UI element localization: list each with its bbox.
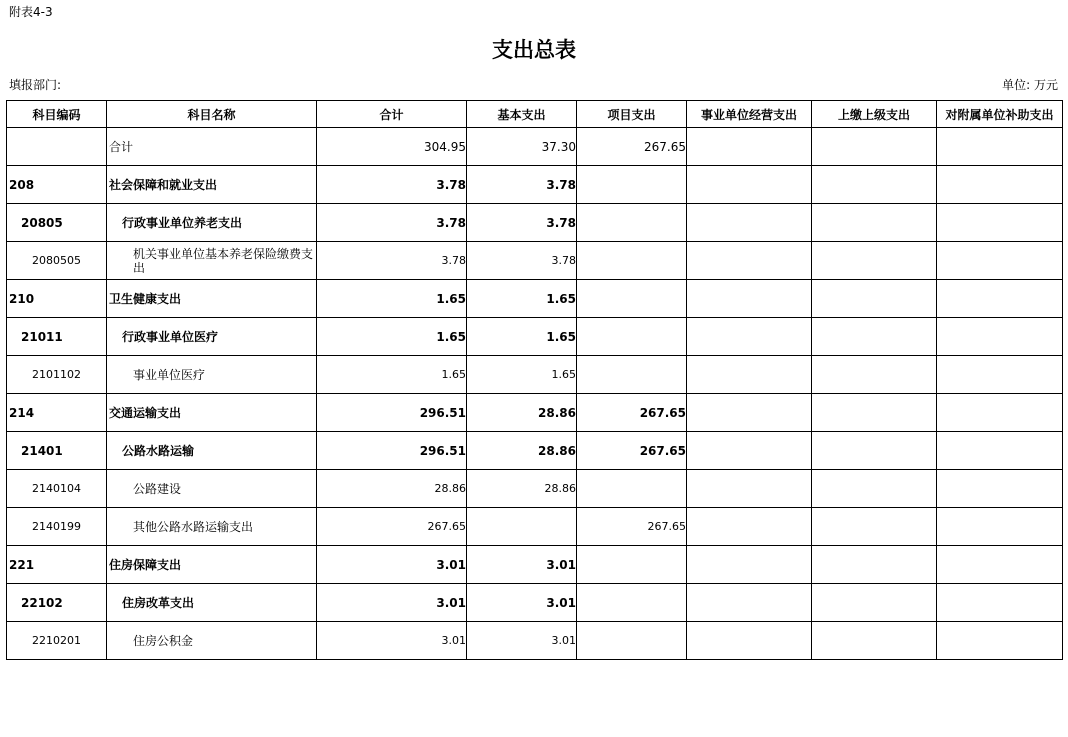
cell-upper [812,356,937,394]
cell-name: 公路水路运输 [107,432,317,470]
cell-subsidiary [937,622,1063,660]
table-row [7,508,1063,546]
cell-business [687,584,812,622]
cell-total: 267.65 [317,508,467,546]
cell-project [577,166,687,204]
table-row [7,356,1063,394]
cell-business [687,432,812,470]
cell-total: 3.01 [317,546,467,584]
cell-name: 机关事业单位基本养老保险缴费支出 [107,242,317,280]
table-row [7,204,1063,242]
column-header-code: 科目编码 [7,101,107,128]
cell-code: 2210201 [7,622,107,660]
cell-code: 21011 [7,318,107,356]
cell-subsidiary [937,584,1063,622]
cell-upper [812,280,937,318]
cell-code: 20805 [7,204,107,242]
cell-basic: 3.01 [467,546,577,584]
cell-basic: 28.86 [467,470,577,508]
table-row [7,470,1063,508]
cell-name: 卫生健康支出 [107,280,317,318]
cell-basic: 1.65 [467,356,577,394]
cell-name: 行政事业单位医疗 [107,318,317,356]
cell-code: 2140104 [7,470,107,508]
cell-subsidiary [937,166,1063,204]
cell-basic: 37.30 [467,128,577,166]
cell-total: 28.86 [317,470,467,508]
cell-code: 22102 [7,584,107,622]
column-header-basic: 基本支出 [467,101,577,128]
page-title: 支出总表 [492,38,576,62]
cell-project: 267.65 [577,432,687,470]
cell-name: 交通运输支出 [107,394,317,432]
cell-project [577,280,687,318]
cell-code: 2140199 [7,508,107,546]
cell-total: 3.78 [317,242,467,280]
cell-upper [812,166,937,204]
cell-project [577,546,687,584]
cell-name: 住房保障支出 [107,546,317,584]
cell-business [687,128,812,166]
cell-total: 1.65 [317,318,467,356]
cell-upper [812,508,937,546]
cell-basic: 1.65 [467,318,577,356]
cell-code: 2101102 [7,356,107,394]
column-header-name: 科目名称 [107,101,317,128]
cell-upper [812,394,937,432]
cell-total: 296.51 [317,432,467,470]
cell-project [577,204,687,242]
cell-code: 208 [7,166,107,204]
cell-subsidiary [937,280,1063,318]
cell-upper [812,128,937,166]
cell-project: 267.65 [577,394,687,432]
table-header-row [7,101,1063,128]
cell-basic [467,508,577,546]
cell-code: 21401 [7,432,107,470]
table-row [7,546,1063,584]
cell-total: 3.78 [317,166,467,204]
cell-business [687,508,812,546]
table-row [7,280,1063,318]
column-header-project: 项目支出 [577,101,687,128]
cell-total: 296.51 [317,394,467,432]
cell-business [687,280,812,318]
cell-business [687,166,812,204]
cell-basic: 3.01 [467,584,577,622]
cell-project [577,470,687,508]
cell-total: 3.01 [317,584,467,622]
cell-subsidiary [937,242,1063,280]
cell-project [577,242,687,280]
expenditure-table [6,100,1063,660]
total-row [7,128,1063,166]
cell-basic: 3.78 [467,242,577,280]
cell-total: 3.01 [317,622,467,660]
cell-business [687,470,812,508]
cell-total: 304.95 [317,128,467,166]
cell-subsidiary [937,546,1063,584]
cell-total: 1.65 [317,356,467,394]
column-header-upper: 上缴上级支出 [812,101,937,128]
cell-business [687,622,812,660]
table-row [7,584,1063,622]
table-row [7,432,1063,470]
cell-name: 合计 [107,128,317,166]
table-row [7,242,1063,280]
cell-basic: 1.65 [467,280,577,318]
cell-upper [812,622,937,660]
table-row [7,318,1063,356]
cell-business [687,356,812,394]
cell-name: 社会保障和就业支出 [107,166,317,204]
cell-name: 公路建设 [107,470,317,508]
unit-label: 单位: 万元 [1002,78,1058,92]
cell-name: 事业单位医疗 [107,356,317,394]
cell-name: 住房改革支出 [107,584,317,622]
cell-upper [812,242,937,280]
cell-subsidiary [937,432,1063,470]
cell-business [687,318,812,356]
cell-name: 住房公积金 [107,622,317,660]
cell-code: 221 [7,546,107,584]
cell-subsidiary [937,508,1063,546]
cell-project: 267.65 [577,508,687,546]
department-label: 填报部门: [9,78,62,92]
cell-subsidiary [937,128,1063,166]
cell-subsidiary [937,356,1063,394]
cell-subsidiary [937,204,1063,242]
cell-business [687,242,812,280]
cell-upper [812,432,937,470]
cell-code: 210 [7,280,107,318]
cell-upper [812,546,937,584]
cell-basic: 3.78 [467,166,577,204]
column-header-business: 事业单位经营支出 [687,101,812,128]
column-header-subsidiary: 对附属单位补助支出 [937,101,1063,128]
cell-basic: 28.86 [467,432,577,470]
column-header-total: 合计 [317,101,467,128]
cell-upper [812,204,937,242]
table-row [7,166,1063,204]
table-row [7,394,1063,432]
cell-basic: 28.86 [467,394,577,432]
cell-upper [812,584,937,622]
cell-business [687,204,812,242]
cell-subsidiary [937,318,1063,356]
cell-name: 其他公路水路运输支出 [107,508,317,546]
cell-subsidiary [937,394,1063,432]
cell-code: 2080505 [7,242,107,280]
cell-project [577,356,687,394]
cell-total: 3.78 [317,204,467,242]
cell-name: 行政事业单位养老支出 [107,204,317,242]
cell-subsidiary [937,470,1063,508]
table-body [7,128,1063,660]
cell-code [7,128,107,166]
attachment-label: 附表4-3 [9,5,53,19]
cell-project [577,318,687,356]
table-row [7,622,1063,660]
cell-code: 214 [7,394,107,432]
cell-project: 267.65 [577,128,687,166]
cell-upper [812,470,937,508]
cell-upper [812,318,937,356]
cell-basic: 3.78 [467,204,577,242]
cell-business [687,394,812,432]
cell-project [577,622,687,660]
cell-total: 1.65 [317,280,467,318]
cell-basic: 3.01 [467,622,577,660]
cell-project [577,584,687,622]
cell-business [687,546,812,584]
